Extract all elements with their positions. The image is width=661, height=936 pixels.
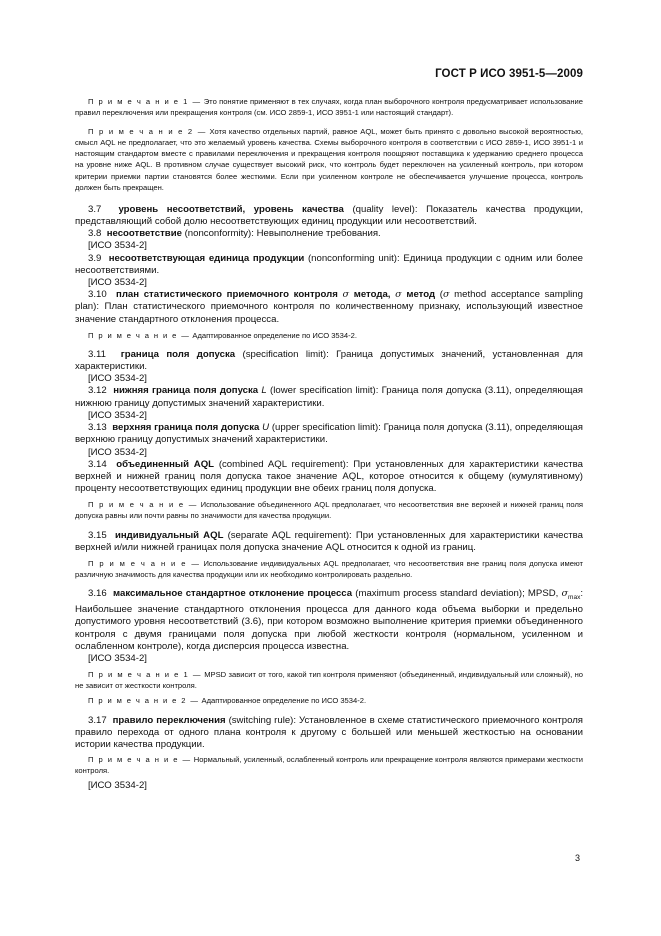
term: метода,: [353, 289, 391, 301]
definition-3-11: [75, 349, 583, 373]
term: план статистического приемочного контроля: [116, 289, 338, 301]
reference: [ИСО 3534-2]: [88, 276, 147, 288]
sigma-symbol: σ: [342, 289, 350, 301]
note-text: Адаптированное определение по ИСО 3534-2.: [199, 696, 367, 706]
definition-3-7: [75, 204, 583, 228]
page-content: [75, 96, 583, 793]
clause-number: 3.11: [88, 348, 106, 360]
clause-number: 3.16: [88, 588, 107, 600]
definition-3-8: [75, 228, 583, 240]
clause-number: 3.9: [88, 252, 102, 264]
definition-3-9: [75, 253, 583, 277]
definition-text: (lower specification limit): Граница поля допуска (3.11), определяющая нижнюю границу допустимых значений характеристики.: [75, 385, 584, 409]
definition-text: (maximum process standard deviation); MPSD,: [352, 588, 562, 600]
note-text: Это понятие применяют в тех случаях, когда план выборочного контроля предусматривает использование правил переключения или прекращения контроля (см. ИСО 2859-1, ИСО 3951-1 или настоящий стандарт).: [75, 97, 583, 118]
note-text: Использование объединенного AQL предполагает, что несоответствия вне верхней и нижней границ поля допуска равны или почти равны по значимости для качества продукции.: [75, 500, 583, 521]
note-label: П р и м е ч а н и е —: [88, 755, 192, 765]
definition-text: (upper specification limit): Граница поля допуска (3.11), определяющая верхнюю границу допустимых значений характеристики.: [75, 422, 583, 446]
definition-text: (switching rule): Установленное в схеме статистического приемочного контроля правило перехода от одного плана контроля к другому с большей или меньшей жесткостью на основании истории качества продукции.: [75, 714, 583, 750]
term: граница поля допуска: [120, 348, 236, 360]
clause-number: 3.13: [88, 422, 107, 434]
note-text: MPSD зависит от того, какой тип контроля применяют (объединенный, индивидуальный или сложный), но не зависит от жесткости контроля.: [75, 670, 583, 691]
clause-number: 3.14: [88, 458, 107, 470]
variable-symbol: U: [262, 422, 270, 434]
term: индивидуальный AQL: [114, 529, 224, 541]
note-paragraph: [75, 558, 583, 580]
definition-text: (: [435, 289, 443, 301]
reference: [ИСО 3534-2]: [88, 409, 147, 421]
note-text: Использование индивидуальных AQL предполагает, что несоответствия вне границ поля допуска имеют различную значимость для качества продукции или их необходимо контролировать раздельно.: [75, 558, 583, 579]
note-label: П р и м е ч а н и е 2 —: [88, 696, 200, 706]
note-paragraph: [75, 126, 583, 193]
clause-number: 3.7: [88, 203, 102, 215]
note-label: П р и м е ч а н и е —: [88, 500, 198, 510]
variable-symbol: L: [261, 385, 267, 397]
term: максимальное стандартное отклонение процесса: [113, 588, 353, 600]
definition-text: (specification limit): Граница допустимых значений, установленная для характеристики.: [75, 348, 583, 373]
term: нижняя граница поля допуска: [113, 385, 259, 397]
document-code-header: ГОСТ Р ИСО 3951-5—2009: [435, 68, 583, 80]
definition-text: (combined AQL requirement): При установленных для характеристики качества верхней и нижней границ поля допуска такое значение AQL, которое относится к общему (кумулятивному) проценту несоответствующих единиц продукции вне обеих границ поля допуска.: [75, 458, 583, 495]
definition-text: (quality level): Показатель качества продукции, представляющий собой долю несоответствующих единиц продукции или несоответствий.: [75, 203, 583, 227]
reference: [ИСО 3534-2]: [88, 653, 147, 665]
definition-text: (nonconforming unit): Единица продукции с одним или более несоответствиями.: [75, 252, 583, 276]
note-text: Адаптированное определение по ИСО 3534-2.: [190, 330, 357, 340]
sigma-symbol: σ: [561, 588, 569, 600]
note-paragraph: [75, 330, 583, 341]
definition-3-16: [75, 588, 583, 653]
subscript: max: [568, 594, 581, 601]
clause-number: 3.17: [88, 714, 107, 726]
definition-text: (nonconformity): Невыполнение требования.: [181, 228, 381, 240]
note-paragraph: [75, 669, 583, 691]
note-label: П р и м е ч а н и е 1 —: [88, 97, 202, 106]
note-text: Нормальный, усиленный, ослабленный контроль или прекращение контроля являются примерами жесткости контроля.: [75, 755, 583, 776]
reference: [ИСО 3534-2]: [88, 780, 147, 792]
note-label: П р и м е ч а н и е —: [88, 330, 191, 340]
definition-text: : Наибольшее значение стандартного отклонения процесса для данного кода объема выборки и предельно допустимого уровня несоответствий (3.6), при котором возможно выполнение критерия приемки объединенного контроля с двумя границами поля допуска при любой жесткости контроля (нормальном, усиленном и ослабленном контроле), когда дисперсия процесса известна.: [75, 588, 583, 652]
definition-3-12: [75, 385, 583, 409]
note-label: П р и м е ч а н и е 2 —: [88, 127, 207, 137]
term: правило переключения: [112, 714, 226, 726]
term: несоответствующая единица продукции: [108, 252, 305, 264]
sigma-symbol: σ: [442, 289, 450, 301]
note-paragraph: [75, 695, 583, 706]
definition-3-10: [75, 289, 583, 326]
reference: [ИСО 3534-2]: [88, 240, 147, 252]
term: объединенный AQL: [116, 458, 215, 470]
definition-3-14: [75, 459, 583, 496]
definition-3-17: [75, 715, 583, 752]
reference: [ИСО 3534-2]: [88, 446, 147, 458]
term: несоответствие: [106, 228, 182, 240]
term: метод: [406, 289, 436, 301]
note-text: Хотя качество отдельных партий, равное AQL, может быть принято с довольно высокой вероятностью, смысл AQL не предполагает, что это желаемый уровень качества. Схемы выборочного контроля в соответствии с ИСО 2859-1, ИСО 3951-1 и настоящим стандартом вместе с правилами переключения и прекращения контроля поощряют поставщика к удержанию среднего процесса на уровне ниже AQL. В противном случае существует высокий риск, что контроль будет переключен на усиленный контроль, при котором критерии приемки партии становятся более жесткими. Если при усиленном контроле не обеспечивается улучшение процесса, контроль должен быть прекращен.: [75, 127, 584, 192]
note-paragraph: [75, 499, 583, 521]
definition-3-15: [75, 530, 583, 554]
clause-number: 3.10: [88, 289, 107, 301]
clause-number: 3.15: [88, 529, 107, 541]
note-paragraph: [75, 754, 583, 776]
reference: [ИСО 3534-2]: [88, 373, 147, 385]
note-label: П р и м е ч а н и е —: [88, 558, 201, 568]
page-number: 3: [574, 853, 580, 863]
clause-number: 3.8: [88, 228, 102, 240]
clause-number: 3.12: [88, 385, 107, 397]
term: верхняя граница поля допуска: [112, 422, 260, 434]
sigma-symbol: σ: [395, 289, 402, 301]
note-label: П р и м е ч а н и е 1 —: [88, 670, 202, 680]
note-paragraph: [75, 96, 583, 118]
definition-text: (separate AQL requirement): При установленных для характеристики качества верхней и/или нижней границах поля допуска значение AQL относится к одной из границ.: [75, 529, 583, 553]
term: уровень несоответствий, уровень качества: [118, 203, 344, 215]
definition-3-13: [75, 422, 583, 446]
definition-text: method acceptance sampling plan): План статистического приемочного контроля по количественному признаку, использующий известное значение стандартного отклонения процесса.: [75, 289, 583, 325]
